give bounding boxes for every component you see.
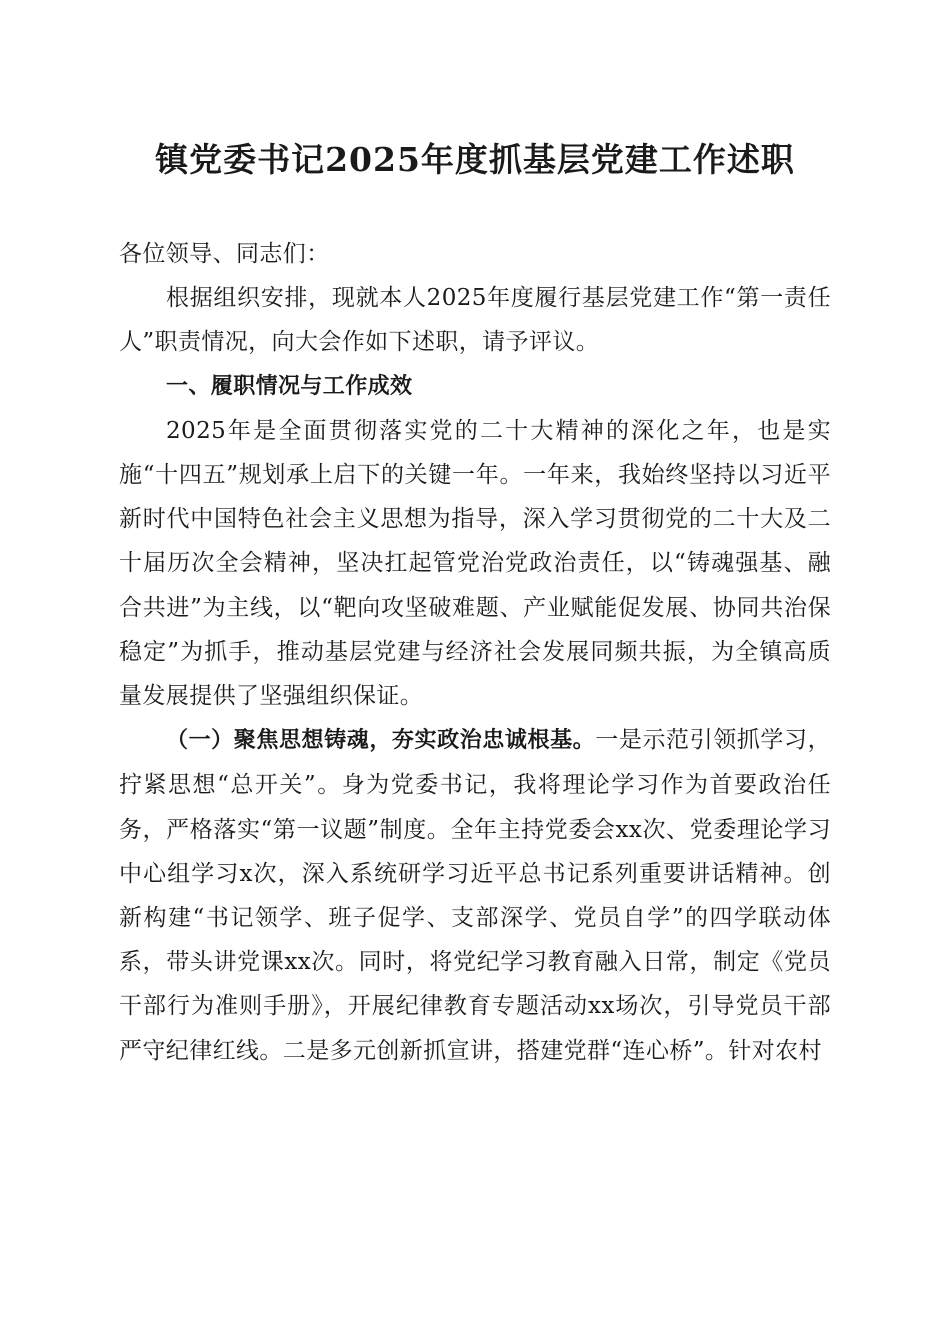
intro-paragraph: 根据组织安排，现就本人2025年度履行基层党建工作“第一责任人”职责情况，向大会作如下述职，请予评议。 xyxy=(119,285,831,356)
section-heading-1: 一、履职情况与工作成效 xyxy=(166,373,413,399)
salutation: 各位领导、同志们： xyxy=(119,241,330,267)
document-title: 镇党委书记2025年度抓基层党建工作述职 xyxy=(155,140,795,179)
subsection-body-1: 一是示范引领抓学习，拧紧思想“总开关”。身为党委书记，我将理论学习作为首要政治任务，严格落实“第一议题”制度。全年主持党委会xx次、党委理论学习中心组学习x次，深入系统研学习近平总书记系列重要讲话精神。创新构建“书记领学、班子促学、支部深学、党员自学”的四学联动体系，带头讲党课xx次。同时，将党纪学习教育融入日常，制定《党员干部行为准则手册》，开展纪律教育专题活动xx场次，引导党员干部严守纪律红线。二是多元创新抓宣讲，搭建党群“连心桥”。针对农村 xyxy=(119,727,831,1064)
section1-paragraph-1: 2025年是全面贯彻落实党的二十大精神的深化之年，也是实施“十四五”规划承上启下的关键一年。一年来，我始终坚持以习近平新时代中国特色社会主义思想为指导，深入学习贯彻党的二十大及二十届历次全会精神，坚决扛起管党治党政治责任，以“铸魂强基、融合共进”为主线，以“靶向攻坚破难题、产业赋能促发展、协同共治保稳定”为抓手，推动基层党建与经济社会发展同频共振，为全镇高质量发展提供了坚强组织保证。 xyxy=(119,417,831,710)
section1-paragraph-2 xyxy=(119,718,831,1073)
subsection-heading-1: （一）聚焦思想铸魂，夯实政治忠诚根基。 xyxy=(166,728,596,754)
document-body xyxy=(119,232,831,1073)
